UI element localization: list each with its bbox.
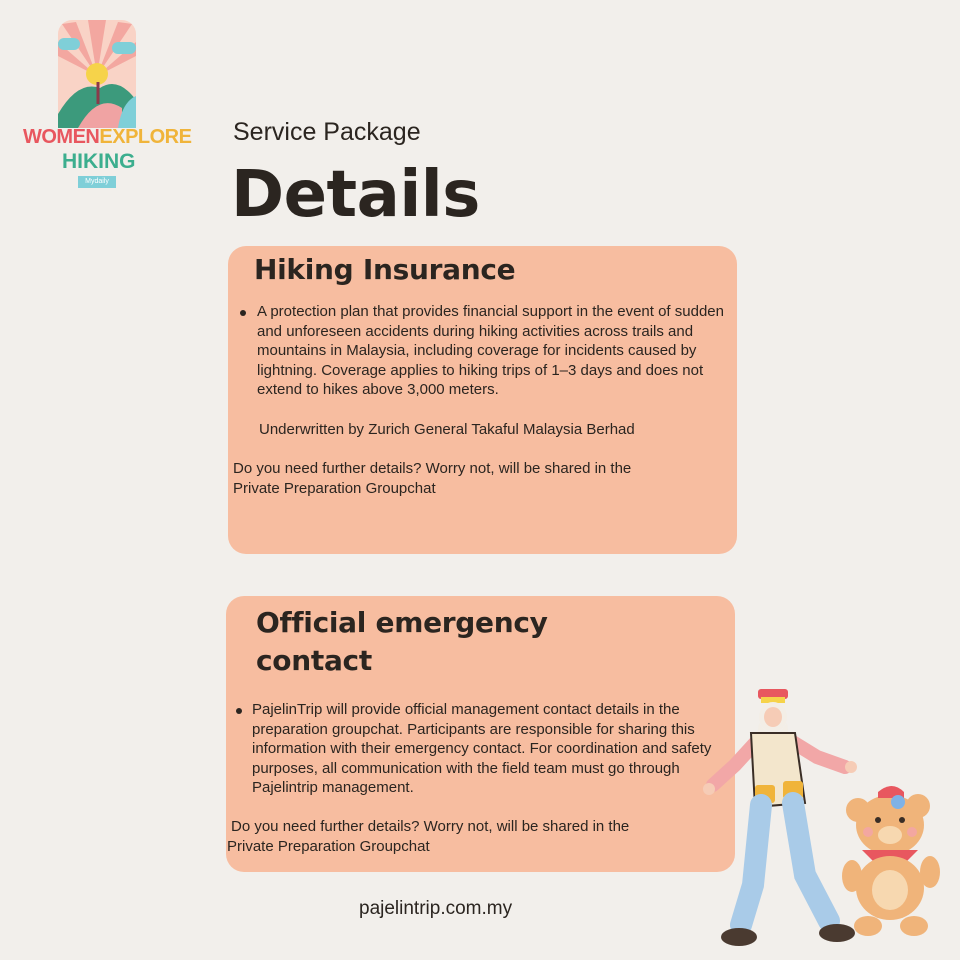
logo-word-women: WOMEN xyxy=(23,126,100,148)
insurance-underwriter: Underwritten by Zurich General Takaful Malaysia Berhad xyxy=(259,421,635,438)
emergency-note-line1: Do you need further details? Worry not, will be shared in the xyxy=(231,818,630,835)
teddy-bear-illustration xyxy=(838,780,943,940)
logo-tag: Mydaily xyxy=(78,176,116,188)
emergency-contact-title: Official emergency contact xyxy=(256,606,548,677)
hiking-insurance-title: Hiking Insurance xyxy=(254,253,516,286)
brand-logo xyxy=(18,16,192,196)
insurance-note-line2: Private Preparation Groupchat xyxy=(233,480,436,497)
emergency-contact-card xyxy=(226,596,735,872)
service-package-kicker: Service Package xyxy=(233,118,421,146)
insurance-description: A protection plan that provides financial support in the event of sudden and unforeseen accidents during hiking activities across trails and mountains in Malaysia, including coverage for incidents caused by lightning. Coverage applies to hiking trips of 1–3 days and does not extend to hikes above 3,000 meters. xyxy=(257,303,724,398)
insurance-note-line1: Do you need further details? Worry not, will be shared in the xyxy=(233,460,632,477)
emergency-description: PajelinTrip will provide official management contact details in the preparation groupchat. Participants are responsible for sharing this information with their emergency contact. For coordination and safety purposes, all communication with the field team must go through Pajelintrip management. xyxy=(252,701,712,796)
logo-word-explore: EXPLORE xyxy=(99,126,192,148)
bullet-dot xyxy=(240,310,246,316)
website-link[interactable]: pajelintrip.com.my xyxy=(359,898,513,919)
page-title: Details xyxy=(231,158,480,232)
hiking-insurance-card xyxy=(228,246,737,554)
bullet-dot xyxy=(236,708,242,714)
logo-word-hiking: HIKING xyxy=(62,150,136,173)
emergency-note-line2: Private Preparation Groupchat xyxy=(227,838,430,855)
